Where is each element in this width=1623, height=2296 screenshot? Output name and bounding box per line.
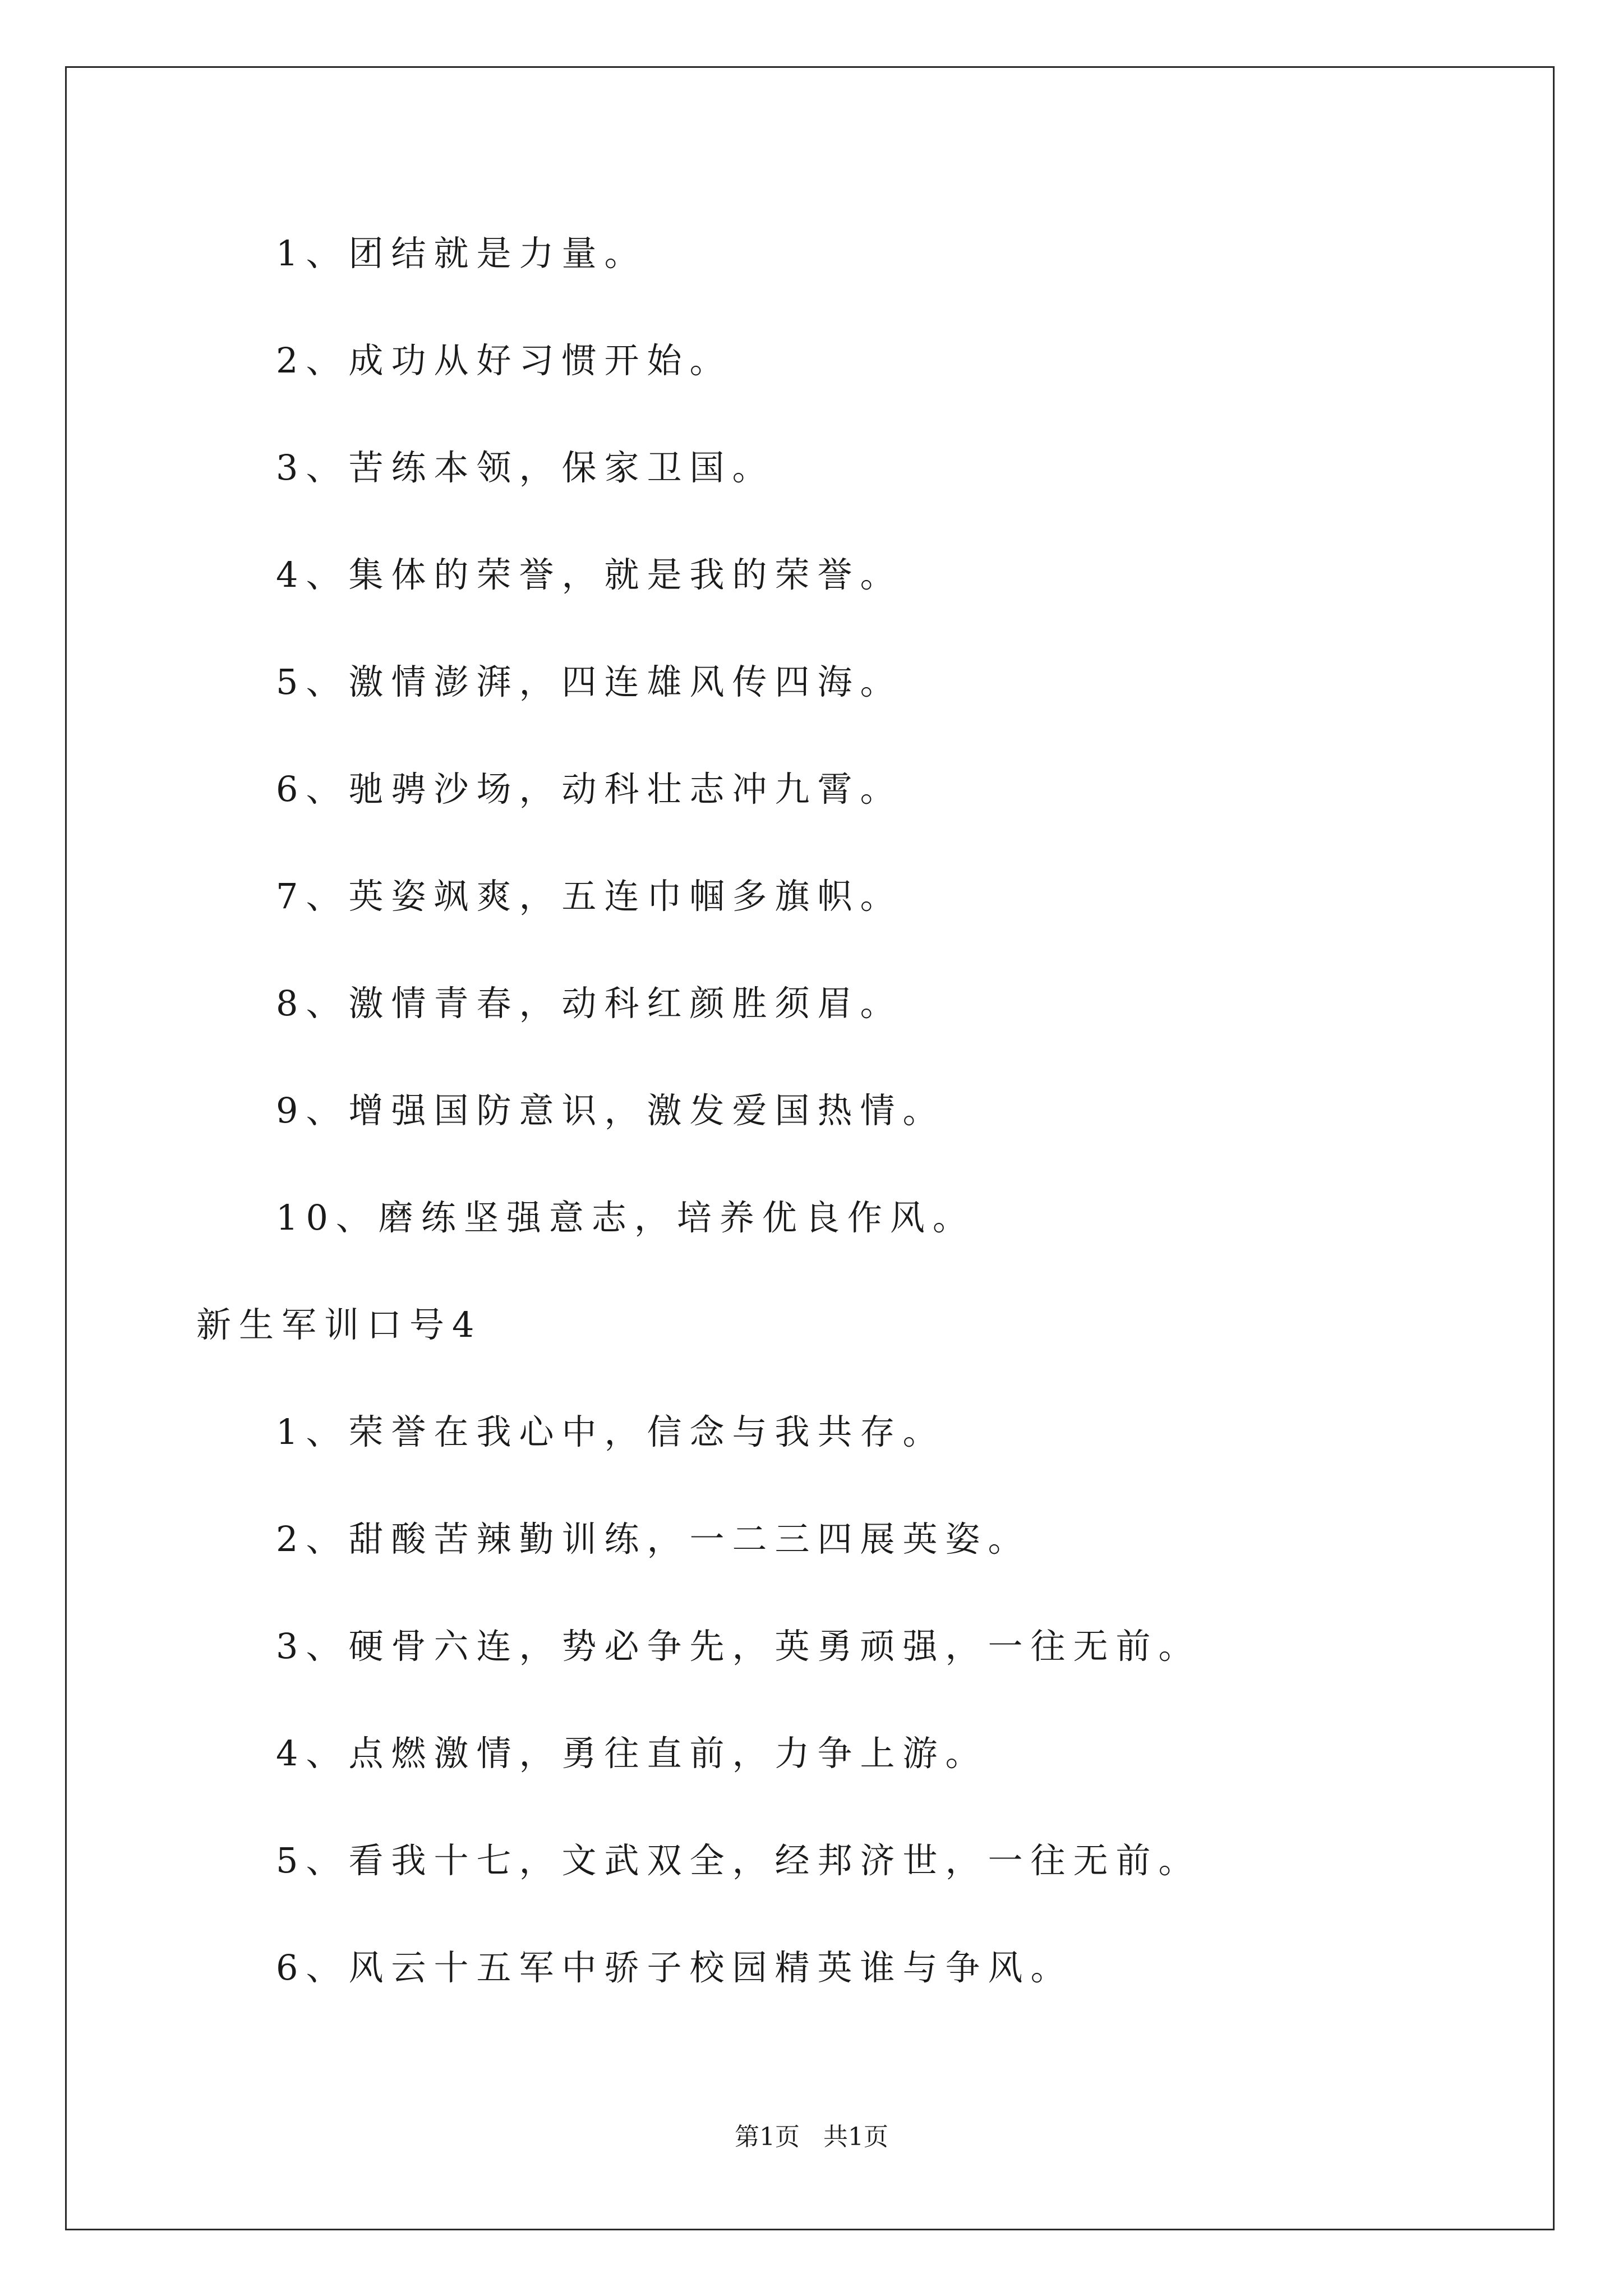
slogan-line: 4、集体的荣誉，就是我的荣誉。 (276, 554, 903, 595)
slogan-line: 2、成功从好习惯开始。 (276, 340, 732, 381)
slogan-line: 3、硬骨六连，势必争先，英勇顽强，一往无前。 (276, 1626, 1201, 1667)
slogan-line: 5、看我十七，文武双全，经邦济世，一往无前。 (276, 1840, 1201, 1881)
slogan-line: 2、甜酸苦辣勤训练，一二三四展英姿。 (276, 1519, 1031, 1559)
page-number: 第1页 (735, 2123, 800, 2151)
slogan-line: 5、激情澎湃，四连雄风传四海。 (276, 661, 903, 702)
slogan-line: 6、风云十五军中骄子校园精英谁与争风。 (276, 1947, 1073, 1988)
slogan-line: 7、英姿飒爽，五连巾帼多旗帜。 (276, 876, 903, 917)
slogan-line: 10、磨练坚强意志，培养优良作风。 (276, 1197, 975, 1238)
slogan-line: 8、激情青春，动科红颜胜须眉。 (276, 983, 903, 1024)
page-footer (0, 2120, 1623, 2154)
page-total: 共1页 (823, 2123, 888, 2151)
slogan-line: 1、荣誉在我心中，信念与我共存。 (276, 1411, 946, 1452)
slogan-line: 6、驰骋沙场，动科壮志冲九霄。 (276, 769, 903, 809)
slogan-line: 1、团结就是力量。 (276, 233, 647, 274)
slogan-line: 3、苦练本领，保家卫国。 (276, 447, 775, 488)
page-border (65, 66, 1555, 2230)
section-heading: 新生军训口号4 (196, 1304, 482, 1345)
slogan-line: 4、点燃激情，勇往直前，力争上游。 (276, 1733, 988, 1774)
slogan-line: 9、增强国防意识，激发爱国热情。 (276, 1090, 946, 1131)
